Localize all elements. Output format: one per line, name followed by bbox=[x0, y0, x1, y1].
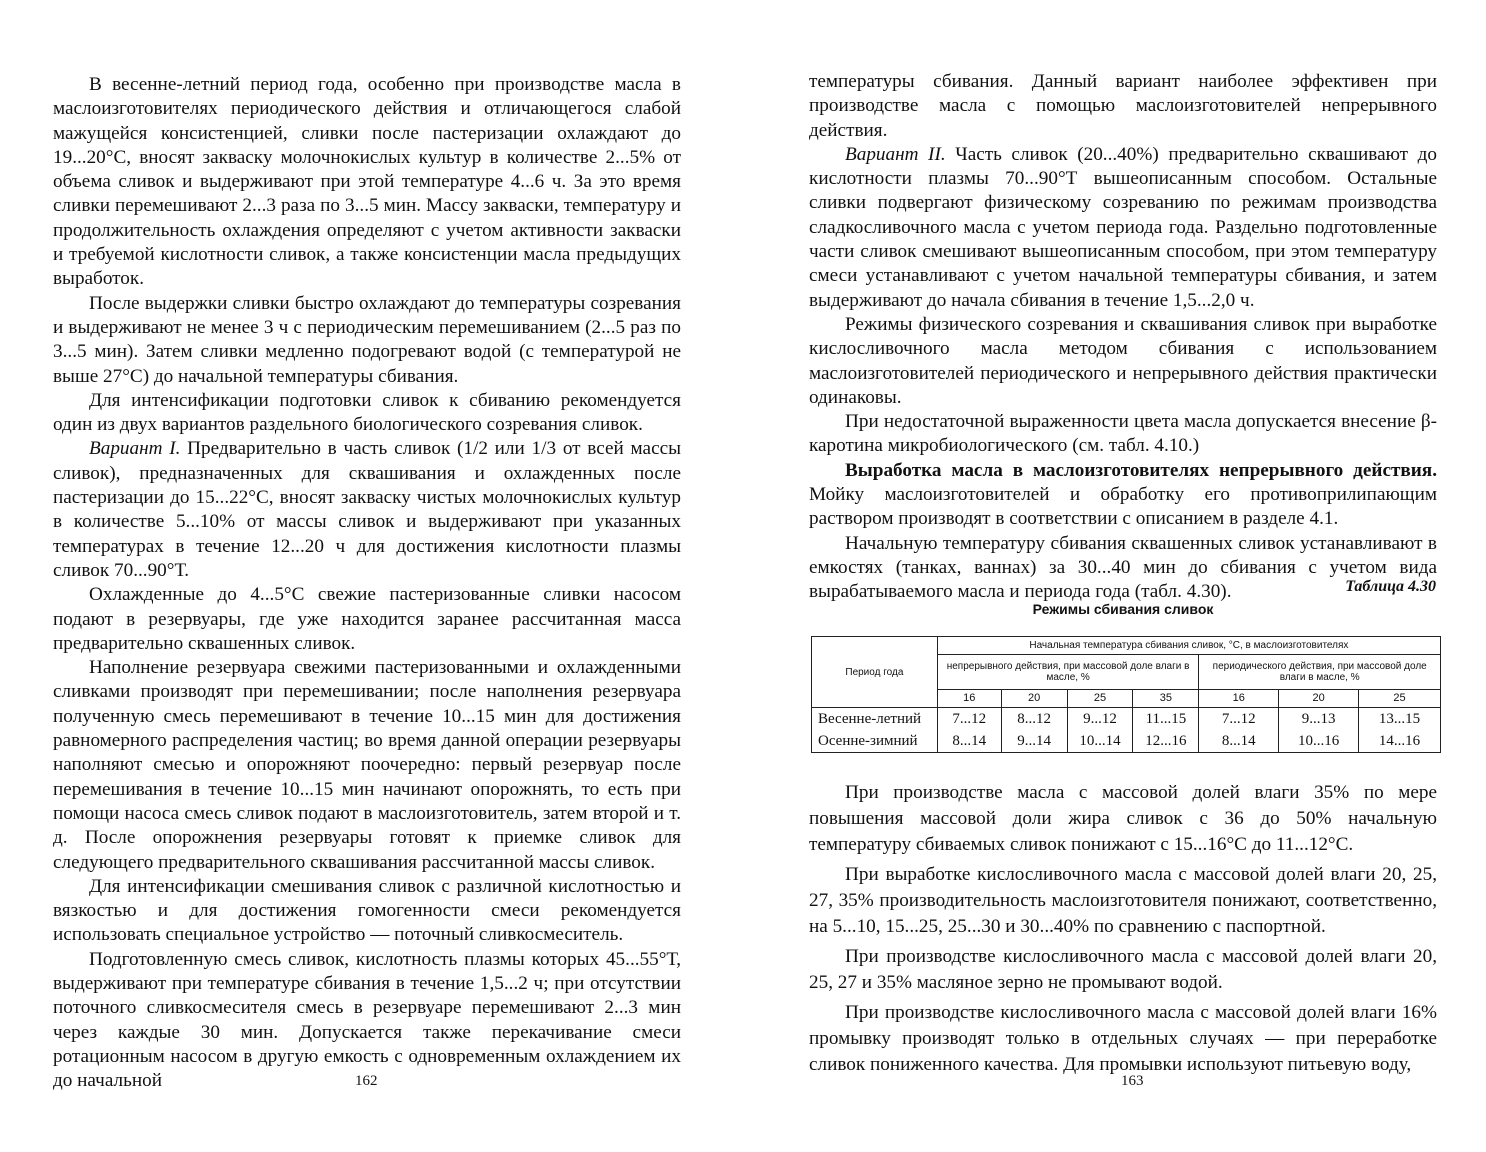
paragraph bbox=[53, 437, 681, 583]
page-number: 162 bbox=[355, 1073, 378, 1089]
paragraph-body: Часть сливок (20...40%) предварительно сквашивают до кислотности плазмы 70...90°Т вышеописанным способом. Остальные сливки подвергают физическому созреванию по режимам производства сладкосливочного масла с учетом периода года. Раздельно подготовленные части сливок смешивают вышеописанным способом, при этом температуру смеси устанавливают с учетом начальной температуры сбивания, и затем выдерживают до начала сбивания в течение 1,5...2,0 ч. bbox=[809, 143, 1437, 311]
periodic-group-header: периодического действия, при массовой доле влаги в масле, % bbox=[1199, 655, 1441, 690]
table-cell: 14...16 bbox=[1359, 730, 1441, 753]
table-cell: 12...16 bbox=[1133, 730, 1199, 753]
right-page bbox=[743, 0, 1486, 1152]
left-page-text bbox=[53, 73, 681, 1093]
table-cell: 9...12 bbox=[1067, 708, 1133, 731]
right-page-text-bottom bbox=[809, 780, 1437, 1078]
paragraph: Начальную температуру сбивания сквашенных сливок устанавливают в емкостях (танках, ваннах) за 30...40 мин до сбивания с учетом вида вырабатываемого масла и периода года (табл. 4.30). bbox=[809, 532, 1437, 603]
continuous-group-header: непрерывного действия, при массовой доле влаги в масле, % bbox=[937, 655, 1199, 690]
paragraph: температуры сбивания. Данный вариант наиболее эффективен при производстве масла с помощью маслоизготовителей непрерывного действия. bbox=[809, 71, 1437, 141]
right-page-text-top bbox=[809, 70, 1437, 605]
paragraph: При недостаточной выраженности цвета масла допускается внесение β-каротина микробиологического (см. табл. 4.10.) bbox=[809, 411, 1437, 457]
table-cell: 7...12 bbox=[1199, 708, 1279, 731]
paragraph: При производстве кислосливочного масла с массовой долей влаги 16% промывку производят только в отдельных случаях — при переработке сливок пониженного качества. Для промывки используют питьевую воду, bbox=[809, 1002, 1437, 1075]
table-cell: 8...12 bbox=[1001, 708, 1067, 731]
page-number: 163 bbox=[1121, 1073, 1144, 1089]
paragraph-body: Предварительно в часть сливок (1/2 или 1/3 от всей массы сливок), предназначенных для сквашивания и охлажденных после пастеризации до 15...22°С, вносят закваску чистых молочнокислых культур в количестве 5...10% от массы сливок и выдерживают при указанных температурах в течение 12...20 ч для достижения кислотности плазмы сливок 70...90°Т. bbox=[53, 438, 681, 581]
paragraph bbox=[809, 143, 1437, 313]
churning-table bbox=[811, 636, 1441, 753]
table-cell: 9...14 bbox=[1001, 730, 1067, 753]
paragraph: Режимы физического созревания и сквашивания сливок при выработке кислосливочного масла методом сбивания с использованием маслоизготовителей периодического и непрерывного действия практически одинаковы. bbox=[809, 313, 1437, 408]
table-title: Режимы сбивания сливок bbox=[1032, 601, 1214, 617]
table-cell: 11...15 bbox=[1133, 708, 1199, 731]
variant-label: Вариант II. bbox=[845, 143, 946, 165]
paragraph: Подготовленную смесь сливок, кислотность плазмы которых 45...55°Т, выдерживают при температуре сбивания в течение 1,5...2 ч; при отсутствии поточного сливкосмесителя смесь в резервуаре перемешивают 2...3 мин через каждые 30 мин. Допускается также перекачивание смеси ротационным насосом в другую емкость с одновременным охлаждением их до начальной bbox=[53, 948, 681, 1092]
table-row bbox=[812, 708, 1441, 731]
paragraph-body: Мойку маслоизготовителей и обработку его противоприлипающим раствором производят в соответствии с описанием в разделе 4.1. bbox=[809, 484, 1437, 530]
table-cell: 9...13 bbox=[1279, 708, 1359, 731]
variant-label: Вариант I. bbox=[89, 438, 181, 460]
paragraph bbox=[809, 459, 1437, 532]
table-number: Таблица 4.30 bbox=[1345, 578, 1436, 595]
paragraph: Наполнение резервуара свежими пастеризованными и охлажденными сливками производят при перемешивании; после наполнения резервуара полученную смесь перемешивают в течение 10...15 мин для достижения равномерного распределения частиц; во время данной операции резервуары наполняют смесью и опорожняют поочередно: первый резервуар после перемешивания в течение 10...15 мин начинают опорожнять, то есть при помощи насоса смесь сливок подают в маслоизготовитель, затем второй и т. д. После опорожнения резервуары готовят к приемке сливок для следующего предварительного сквашивания рассчитанной массы сливок. bbox=[53, 657, 681, 873]
paragraph: При выработке кислосливочного масла с массовой долей влаги 20, 25, 27, 35% производительность маслоизготовителя понижают, соответственно, на 5...10, 15...25, 25...30 и 30...40% по сравнению с паспортной. bbox=[809, 864, 1437, 937]
paragraph: Для интенсификации подготовки сливок к сбиванию рекомендуется один из двух вариантов раздельного биологического созревания сливок. bbox=[53, 389, 681, 436]
temperature-header: Начальная температура сбивания сливок, °С, в маслоизготовителях bbox=[937, 637, 1440, 655]
table-cell: 8...14 bbox=[1199, 730, 1279, 753]
moisture-header: 35 bbox=[1133, 690, 1199, 708]
section-heading: Выработка масла в маслоизготовителях непрерывного действия. bbox=[845, 459, 1437, 481]
table-cell: 10...16 bbox=[1279, 730, 1359, 753]
paragraph: В весенне-летний период года, особенно при производстве масла в маслоизготовителях периодического действия и отличающегося слабой мажущейся консистенцией, сливки после пастеризации охлаждают до 19...20°С, вносят закваску молочнокислых культур в количестве 2...5% от объема сливок и выдерживают при этой температуре 4...6 ч. За это время сливки перемешивают 2...3 раза по 3...5 мин. Массу закваски, температуру и продолжительность охлаждения определяют с учетом активности закваски и требуемой кислотности сливок, а также консистенции масла предыдущих выработок. bbox=[53, 74, 681, 290]
moisture-header: 25 bbox=[1359, 690, 1441, 708]
table-cell: 8...14 bbox=[937, 730, 1001, 753]
paragraph: После выдержки сливки быстро охлаждают до температуры созревания и выдерживают не менее 3 ч с периодическим перемешиванием (2...5 раз по 3...5 мин). Затем сливки медленно подогревают водой (с температурой не выше 27°С) до начальной температуры сбивания. bbox=[53, 292, 681, 387]
period-cell: Осенне-зимний bbox=[812, 730, 938, 753]
table-cell: 7...12 bbox=[937, 708, 1001, 731]
moisture-header: 20 bbox=[1279, 690, 1359, 708]
paragraph: При производстве масла с массовой долей влаги 35% по мере повышения массовой доли жира сливок с 36 до 50% начальную температуру сбиваемых сливок понижают с 15...16°С до 11...12°С. bbox=[809, 782, 1437, 855]
table-cell: 10...14 bbox=[1067, 730, 1133, 753]
table-row bbox=[812, 730, 1441, 753]
table-cell: 13...15 bbox=[1359, 708, 1441, 731]
paragraph: При производстве кислосливочного масла с массовой долей влаги 20, 25, 27 и 35% масляное зерно не промывают водой. bbox=[809, 946, 1437, 993]
paragraph: Охлажденные до 4...5°С свежие пастеризованные сливки насосом подают в резервуары, где уже находится заранее рассчитанная масса предварительно сквашенных сливок. bbox=[53, 584, 681, 654]
period-header: Период года bbox=[812, 637, 938, 708]
moisture-header: 16 bbox=[937, 690, 1001, 708]
paragraph: Для интенсификации смешивания сливок с различной кислотностью и вязкостью и для достижения гомогенности смеси рекомендуется использовать специальное устройство — поточный сливкосмеситель. bbox=[53, 875, 681, 946]
moisture-header: 25 bbox=[1067, 690, 1133, 708]
period-cell: Весенне-летний bbox=[812, 708, 938, 731]
moisture-header: 20 bbox=[1001, 690, 1067, 708]
moisture-header: 16 bbox=[1199, 690, 1279, 708]
